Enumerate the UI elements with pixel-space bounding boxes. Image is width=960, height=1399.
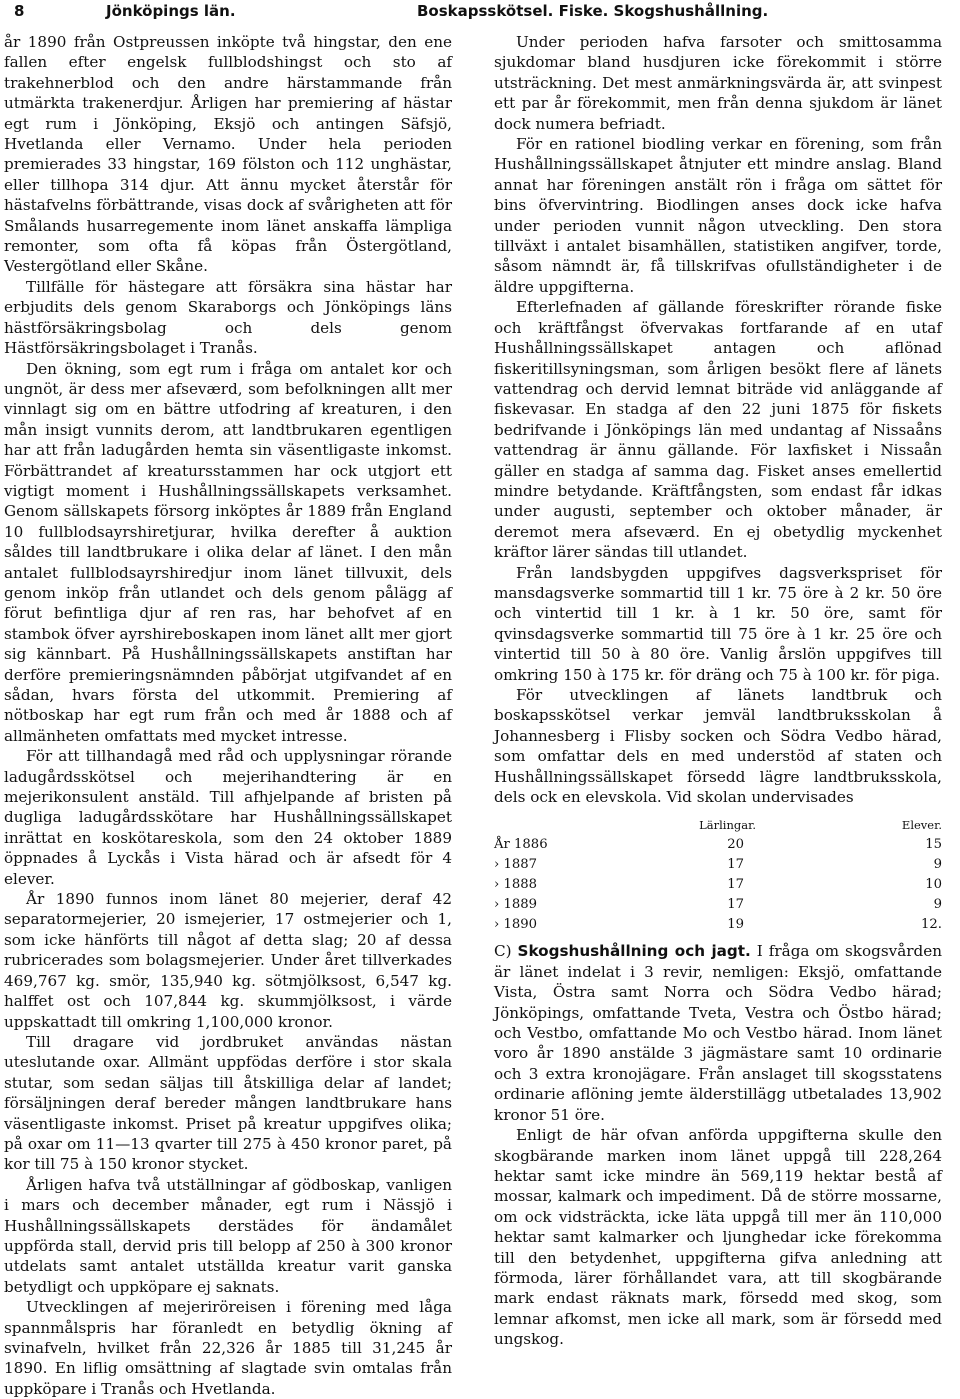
paragraph: År 1890 funnos inom länet 80 mejerier, deraf 42 separatormejerier, 20 ismejerier, 17 ostmejerier och 1, som icke hänförts till något af detta slag; 20 af dessa rubricerades som bolagsmejerier. Under året tillverkades 469,767 kg. smör, 135,940 kg. sötmjölksost, 6,547 kg. halffet ost och 107,844 kg. skummjölksost, i värde uppskattadt till omkring 1,100,000 kronor. bbox=[4, 890, 452, 1031]
row-year: › 1887 bbox=[494, 857, 538, 873]
row-pupils: 20 bbox=[727, 837, 744, 853]
row-pupils: 17 bbox=[727, 877, 744, 893]
row-year: › 1890 bbox=[494, 917, 538, 933]
row-students: 9 bbox=[933, 857, 942, 873]
table-row bbox=[494, 875, 942, 895]
column-header-pupils: Lärlingar. bbox=[699, 818, 756, 833]
section-label: C) bbox=[494, 942, 512, 961]
paragraph: Tillfälle för hästegare att försäkra sina hästar har erbjudits dels genom Skaraborgs och Jönköpings läns hästförsäkringsbolag och dels genom Hästförsäkringsbolaget i Tranås. bbox=[4, 277, 452, 358]
paragraph: år 1890 från Ostpreussen inköpte två hingstar, den ene fallen efter engelsk fullblodshingst och sto af trakehnerblod och den andre härstammande från utmärkta trakenerdjur. Årligen har premiering af hästar egt rum i Jönköping, Eksjö och antingen Säfsjö, Hvetlanda eller Vernamo. Under hela perioden premierades 33 hingstar, 169 fölston och 112 unghästar, eller tillhopa 314 djur. Att ännu mycket återstår för hästafvelns förbättrande, visas dock af svårigheten att för Smålands husarregemente inom länet anskaffa lämpliga remonter, som ofta få köpas från Östergötland, Vestergötland eller Skåne. bbox=[4, 33, 452, 276]
paragraph: Till dragare vid jordbruket användas nästan uteslutande oxar. Allmänt uppfödas derföre i stor skala stutar, som sedan säljas till åtskilliga delar af landet; försäljningen deraf bereder mången landtbrukare hans väsentligaste inkomst. Priset på kreatur uppgifves olika; på oxar om 11—13 qvarter till 275 à 450 kronor paret, på kor till 75 à 150 kronor stycket. bbox=[4, 1032, 452, 1174]
row-students: 15 bbox=[925, 837, 942, 853]
row-students: 10 bbox=[925, 877, 942, 893]
row-year: › 1889 bbox=[494, 897, 538, 913]
section-text: I fråga om skogsvården är länet indelat i 3 revir, nemligen: Eksjö, omfattande Vista, Östra samt Norra och Södra Vedbo härad; Jönköpings, omfattande Tveta, Vestra och Östbo härad; och Vestbo, omfattande Mo och Vestbo härad. Inom länet voro år 1890 anstälde 3 jägmästare samt 10 ordinarie och 3 extra kronojägare. Från anslaget till skogsstatens ordinarie aflöning jemte älderstillägg utbetalades 13,902 kronor 51 öre. bbox=[494, 942, 943, 1124]
paragraph: För utvecklingen af länets landtbruk och boskapsskötsel verkar jemväl landtbruksskolan å Johannesberg i Flisby socken och Södra Vedbo härad, som omfattar dels en med understöd af staten och Hushållningssällskapet försedd lägre landtbruksskola, dels ock en elevskola. Vid skolan undervisades bbox=[494, 686, 942, 807]
paragraph: Den ökning, som egt rum i fråga om antalet kor och ungnöt, är dess mer afseværd, som befolkningen allt mer vinnlagt sig om en bättre utfodring af kreaturen, i den mån insigt vunnits derom, att landtbrukaren egentligen har att från ladugården hemta sin väsentligaste inkomst. Förbättrandet af kreatursstammen har ock utgjort ett vigtigt moment i Hushållningssällskapets verksamhet. Genom sällskapets försorg inköptes år 1889 från England 10 fullblodsayrshiretjurar, hvilka derefter å auktion såldes till landtbrukare i olika delar af länet. I den mån antalet fullblodsayrshiredjur inom länet tillvuxit, dels genom inköp från utlandet och dels genom pålägg af förut befintliga djur af ren ras, har behofvet af en stambok öfver ayrshireboskapen inom länet allt mer gjort sig kännbart. På Hushållningssällskapets anstiftan har derföre premieringsnämnden påbörjat utgifvandet af en sådan, hvars första del utkommit. Premiering af nötboskap har egt rum från och med år 1888 och af allmänheten omfattats med mycket intresse. bbox=[4, 359, 452, 745]
paragraph: Årligen hafva två utställningar af gödboskap, vanligen i mars och december månader, egt rum i Nässjö i Hushållningssällskapets derstädes för ändamålet uppförda stall, dervid pris till belopp af 250 à 300 kronor utdelats samt antalet utställda kreatur varit ganska betydligt och uppköpare ej saknats. bbox=[4, 1175, 452, 1296]
row-year: › 1888 bbox=[494, 877, 538, 893]
table-row bbox=[494, 915, 942, 935]
page-header bbox=[14, 2, 948, 28]
table-row bbox=[494, 835, 942, 855]
page-number: 8 bbox=[14, 2, 25, 20]
section-paragraph bbox=[494, 941, 942, 1125]
right-column bbox=[494, 32, 942, 1350]
table-row bbox=[494, 895, 942, 915]
section-title: Skogshushållning och jagt. bbox=[517, 942, 751, 961]
column-header-students: Elever. bbox=[901, 818, 942, 833]
row-pupils: 19 bbox=[727, 917, 744, 933]
paragraph: Enligt de här ofvan anförda uppgifterna skulle den skogbärande marken inom länet uppgå till 228,264 hektar samt icke mindre än 569,119 hektar bestå af mossar, kalmark och impediment. Då de större mossarne, om ock vidsträckta, icke läta uppgå till mer än 110,000 hektar samt kalmarker och ljunghedar icke förekomma till den betydenhet, uppgifterna gifva anledning att förmoda, lärer förhållandet vara, att till skogbärande mark endast räknats mark, försedd med skog, som lemnar afkomst, men icke all mark, som är försedd med ungskog. bbox=[494, 1126, 942, 1349]
paragraph: Under perioden hafva farsoter och smittosamma sjukdomar bland husdjuren icke förekommit i större utsträckning. Det mest anmärkningsvärda är, att svinpest ett par år förekommit, men från denna sjukdom är länet dock numera befriadt. bbox=[494, 33, 942, 133]
table-header bbox=[494, 815, 942, 835]
row-pupils: 17 bbox=[727, 857, 744, 873]
paragraph: Efterlefnaden af gällande föreskrifter rörande fiske och kräftfångst öfvervakas fortfarande af en utaf Hushållningssällskapet antagen och aflönad fiskeritillsyningsman, som årligen besökt flere af länets vattendrag och dervid lemnat biträde vid anläggande af fiskevasar. En stadga af den 22 juni 1875 för fiskets bedrifvande i Jönköpings län med undantag af Nissaåns vattendrag är ännu gällande. För laxfisket i Nissaån gäller en stadga af samma dag. Fisket anses emellertid mindre betydande. Kräftfångsten, som endast får idkas under augusti, september och oktober månader, är deremot mera afseværd. En ej obetydlig myckenhet kräftor lärer sändas till utlandet. bbox=[494, 298, 942, 562]
row-students: 12. bbox=[921, 917, 942, 933]
paragraph: Från landsbygden uppgifves dagsverkspriset för mansdagsverke sommartid till 1 kr. 75 öre à 2 kr. 50 öre och vintertid till 1 kr. à 1 kr. 50 öre, samt för qvinsdagsverke sommartid till 75 öre à 1 kr. 25 öre och vintertid till 50 à 80 öre. Vanlig årslön uppgifves till omkring 150 à 175 kr. för dräng och 75 à 100 kr. för piga. bbox=[494, 563, 942, 684]
row-year: År 1886 bbox=[494, 837, 548, 853]
running-head-sections: Boskapsskötsel. Fiske. Skogshushållning. bbox=[417, 2, 769, 20]
paragraph: Utvecklingen af mejeriröreisen i förening med låga spannmålspris har föranledt en betydlig ökning af svinafveln, hvilket från 22,326 år 1885 till 31,245 år 1890. En liflig omsättning af slagtade svin omtalas från uppköpare i Tranås och Hvetlanda. bbox=[4, 1298, 452, 1398]
running-head-county: Jönköpings län. bbox=[106, 2, 236, 20]
row-pupils: 17 bbox=[727, 897, 744, 913]
row-students: 9 bbox=[933, 897, 942, 913]
paragraph: För att tillhandagå med råd och upplysningar rörande ladugårdsskötsel och mejerihandtering är en mejerikonsulent anstäld. Till afhjelpande af bristen på dugliga ladugårdsskötare har Hushållningssällskapet inrättat en koskötareskola, som den 24 oktober 1889 öppnades å Lyckås i Vista härad och är afsedt för 4 elever. bbox=[4, 747, 452, 888]
table-row bbox=[494, 855, 942, 875]
paragraph: För en rationel biodling verkar en förening, som från Hushållningssällskapet åtnjuter ett mindre anslag. Bland annat har föreningen anstält rön i fråga om sättet för bins öfvervintring. Biodlingen anses dock icke hafva under perioden vunnit någon utveckling. Den stora tillväxt i antalet bisamhällen, statistiken angifver, torde, såsom nämndt är, få tillskrifvas ofullständigheter i de äldre uppgifterna. bbox=[494, 135, 942, 296]
school-enrollment-table bbox=[494, 815, 942, 935]
